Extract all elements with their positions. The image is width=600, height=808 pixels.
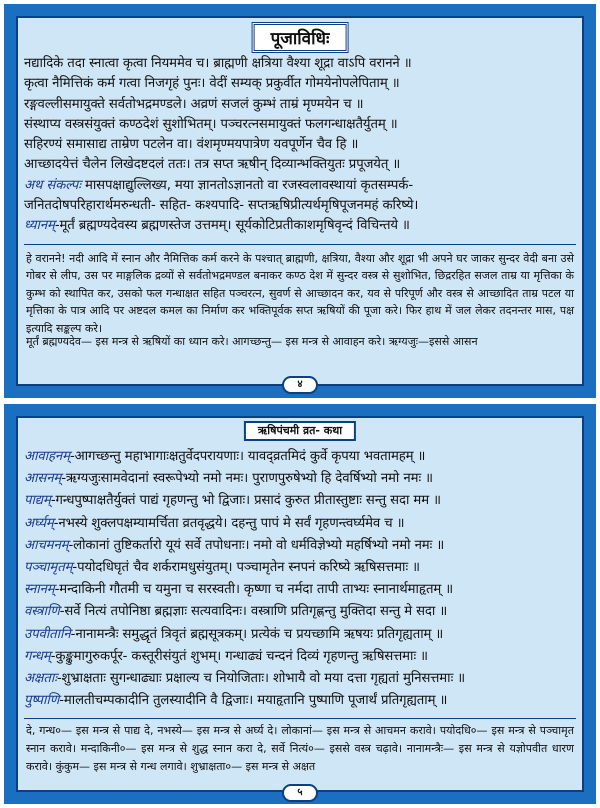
dhyan-line: ध्यानम्-मूर्तं ब्रह्मण्यदेवस्य ब्रह्मणस्तेज उत्तमम्। सूर्यकोटिप्रतीकाशमृषिवृन्दं विचिन्तये ॥ bbox=[24, 218, 410, 234]
verse-block bbox=[24, 446, 576, 712]
verse-line: पञ्चामृतम्-पयोदधिघृतं चैव शर्करामधुसंयुतम्। पञ्चामृतेन स्नपनं करिष्ये ऋषिसत्तमाः ॥ bbox=[24, 560, 420, 576]
verse-label: पुष्पाणि bbox=[24, 693, 60, 709]
mantra-note: मूर्तं ब्रह्मण्यदेव— इस मन्त्र से ऋषियों का ध्यान करे। आगच्छन्तु— इस मन्त्र से आवाहन करे। ऋग्यजुः—इससे आसन bbox=[26, 335, 478, 348]
verse-text: मालतीचम्पकादीनि तुलस्यादीनि वै द्विजाः। मयाहृतानि पुष्पाणि पूजार्थं प्रतिगृह्यताम् ॥ bbox=[63, 693, 448, 709]
verse-label: वस्त्राणि bbox=[24, 604, 60, 620]
page-top-frame bbox=[16, 16, 584, 386]
verse-line: आच्छादयेत्तं चैलेन लिखेदष्टदलं ततः। तत्र सप्त ऋषीन् दिव्यान्भक्तियुतः प्रपूजयेत् ॥ bbox=[24, 157, 401, 173]
verse-text: शुभ्राक्षताः सुगन्धाढ्याः प्रक्षाल्य च नियोजिताः। शोभायै वो मया दत्ता गृह्यतां मुनिसत्तमाः ॥ bbox=[61, 671, 466, 687]
verse-label: स्नानम् bbox=[24, 582, 55, 598]
verse-line: रङ्गवल्लीसमायुक्ते सर्वतोभद्रमण्डले। अव्रणं सजलं कुम्भं ताम्रं मृण्मयेन च ॥ bbox=[24, 96, 364, 112]
verse-label: उपवीतानि bbox=[24, 626, 71, 642]
verse-text: लोकानां तुष्टिकर्तारो यूयं सर्वे तपोधनाः। नमो वो धर्मविज्ञेभ्यो महर्षिभ्यो नमो नमः ॥ bbox=[73, 537, 445, 553]
page-title: पूजाविधिः bbox=[252, 22, 349, 53]
verse-line: पुष्पाणि-मालतीचम्पकादीनि तुलस्यादीनि वै द्विजाः। मयाहृतानि पुष्पाणि पूजार्थं प्रतिगृह्यताम् ॥ bbox=[24, 693, 448, 709]
verse-text: कुङ्कुमागुरुकर्पूर- कस्तूरीसंयुतं शुभम्। गन्धाढ्यं चन्दनं दिव्यं गृहणन्तु ऋषिसत्तमाः ॥ bbox=[55, 648, 428, 664]
verse-line: गन्धम्-कुङ्कुमागुरुकर्पूर- कस्तूरीसंयुतं शुभम्। गन्धाढ्यं चन्दनं दिव्यं गृहणन्तु ऋषिसत्तमाः ॥ bbox=[24, 648, 428, 664]
verse-line: नद्यादिके तदा स्नात्वा कृत्वा नियममेव च। ब्राह्मणी क्षत्रिया वैश्या शूद्रा वाऽपि वरानने ॥ bbox=[24, 56, 412, 71]
sankalp-label: अथ संकल्पः bbox=[24, 177, 81, 193]
sankalp-text: मासपक्षाद्युल्लिख्य, मया ज्ञानतोऽज्ञानतो वा रजस्वलावस्थायां कृतसम्पर्क- bbox=[84, 177, 413, 193]
verse-text: पयोदधिघृतं चैव शर्करामधुसंयुतम्। पञ्चामृतेन स्नपनं करिष्ये ऋषिसत्तमाः ॥ bbox=[77, 560, 420, 576]
verse-line: आवाहनम्-आगच्छन्तु महाभागाःक्षतुर्वेदपरायणाः। यावद्व्रतमिदं कुर्वे कृपया भवतामहम् ॥ bbox=[24, 449, 426, 464]
verse-line: संस्थाप्य वस्त्रसंयुक्तं कण्ठदेशं सुशोभितम्। पञ्चरत्नसमायुक्तं फलगन्धाक्षतैर्युतम् ॥ bbox=[24, 116, 398, 132]
verse-line: कृत्वा नैमित्तिकं कर्म गत्वा निजगृहं पुनः। वेदीं सम्यक् प्रकुर्वीत गोमयेनोपलेपिताम् ॥ bbox=[24, 76, 400, 92]
hindi-explanation: हे वरानने! नदी आदि में स्नान और नैमित्तिक कर्म करने के पश्चात् ब्राह्मणी, क्षत्रिया, वैश्या और शूद्रा भी अपने घर जाकर सुन्दर वेदी बना उसे गोबर से लीप, उस पर माङ्गलिक द्रव्यों से सर्वतोभद्रमण्डल बनाकर कण्ठ देश में सुन्दर वस्त्र से सुशोभित, छिद्ररहित सजल ताम्र या मृत्तिका के कुम्भ को स्थापित कर, उसको फल गन्धाक्षत सहित पञ्चरत्न, सुवर्ण से आच्छादन कर, यव से परिपूर्ण और वस्त्र से आच्छादित ताम्र पटल या मृत्तिका के पात्र आदि पर अष्टदल कमल का निर्माण कर भक्तिपूर्वक सप्त ऋषियों की पूजा करे। फिर हाथ में जल लेकर तदनन्तर मास, पक्ष इत्यादि सङ्कल्प करे। bbox=[26, 252, 574, 335]
verse-text: नभस्ये शुक्लपक्षम्यामर्चिता व्रतवृद्धये। दहन्तु पापं मे सर्वं गृहणन्त्वर्घ्यमेव च ॥ bbox=[58, 515, 405, 531]
verse-label: पाद्यम् bbox=[24, 493, 51, 509]
verse-text: सर्वे नित्यं तपोनिष्ठा ब्रह्मज्ञाः सत्यवादिनः। वस्त्राणि प्रतिगृह्णन्तु मुक्तिदा सन्तु मे सदा ॥ bbox=[64, 604, 448, 620]
page-top bbox=[4, 4, 596, 398]
page-header: ऋषिपंचमी व्रत- कथा bbox=[244, 421, 356, 441]
verse-block bbox=[24, 54, 576, 237]
sankalp-line bbox=[24, 176, 576, 196]
verse-line: सहिरण्यं समासाद्य ताम्रेण पटलेन वा। वंशमृण्मयपात्रेण यवपूर्णेन चैव हि ॥ bbox=[24, 137, 359, 153]
verse-line: अक्षताः-शुभ्राक्षताः सुगन्धाढ्याः प्रक्षाल्य च नियोजिताः। शोभायै वो मया दत्ता गृह्यतां मुनिसत्तमाः ॥ bbox=[24, 671, 466, 687]
verse-text: नानामन्त्रैः समुद्धृतं त्रिवृतं ब्रह्मसूत्रकम्। प्रत्येकं च प्रयच्छामि ऋषयः प्रतिगृह्यताम् ॥ bbox=[75, 626, 444, 642]
dhyan-text: मूर्तं ब्रह्मण्यदेवस्य ब्रह्मणस्तेज उत्तमम्। सूर्यकोटिप्रतीकाशमृषिवृन्दं विचिन्तये ॥ bbox=[59, 218, 410, 234]
verse-text: मन्दाकिनी गौतमी च यमुना च सरस्वती। कृष्णा च नर्मदा तापी ताभ्यः स्नानार्थमाहृतम् ॥ bbox=[59, 582, 454, 598]
divider bbox=[24, 718, 576, 719]
divider bbox=[24, 244, 576, 245]
page-bottom-frame bbox=[16, 416, 584, 792]
verse-label: अक्षताः bbox=[24, 671, 57, 687]
dhyan-label: ध्यानम् bbox=[24, 218, 55, 234]
page-bottom bbox=[4, 404, 596, 804]
verse-line: उपवीतानि-नानामन्त्रैः समुद्धृतं त्रिवृतं ब्रह्मसूत्रकम्। प्रत्येकं च प्रयच्छामि ऋषयः प्रतिगृह्यताम् ॥ bbox=[24, 626, 444, 642]
verse-text: आगच्छन्तु महाभागाःक्षतुर्वेदपरायणाः। यावद्व्रतमिदं कुर्वे कृपया भवतामहम् ॥ bbox=[74, 449, 426, 464]
verse-line: आसनम्-ऋग्यजुःसामवेदानां स्वरूपेभ्यो नमो नमः। पुराणपुरुषेभ्यो हि देवर्षिभ्यो नमो नमः ॥ bbox=[24, 471, 433, 487]
verse-text: गन्धपुष्पाक्षतैर्युक्तं पाद्यं गृहणन्तु भो द्विजाः। प्रसादं कुरुत प्रीतास्तुष्टाः सन्तु सदा मम ॥ bbox=[55, 493, 441, 509]
verse-label: अर्घ्यम् bbox=[24, 515, 54, 531]
verse-line: पाद्यम्-गन्धपुष्पाक्षतैर्युक्तं पाद्यं गृहणन्तु भो द्विजाः। प्रसादं कुरुत प्रीतास्तुष्टाः सन्तु सदा मम ॥ bbox=[24, 493, 441, 509]
page-number: ४ bbox=[282, 376, 318, 394]
verse-line: स्नानम्-मन्दाकिनी गौतमी च यमुना च सरस्वती। कृष्णा च नर्मदा तापी ताभ्यः स्नानार्थमाहृतम् ॥ bbox=[24, 582, 454, 598]
verse-label: पञ्चामृतम् bbox=[24, 560, 73, 576]
verse-label: आसनम् bbox=[24, 471, 62, 487]
hindi-explanation: दे, गन्ध०— इस मन्त्र से पाद्य दे, नभस्ये— इस मन्त्र से अर्घ्य दे। लोकानां— इस मन्त्र से आचमन करावे। पयोदधि०— इस मन्त्र से पञ्चामृत स्नान करावे। मन्दाकिनी०— इस मन्त्र से शुद्ध स्नान करा दे, सर्वे नित्यं०— इससे वस्त्र चढ़ावे। नानामन्त्रैः— इस मन्त्र से यज्ञोपवीत धारण करावे। कुंकुम— इस मन्त्र से गन्ध लगावे। शुभ्राक्षता०— इस मन्त्र से अक्षत bbox=[26, 724, 574, 773]
verse-label: आवाहनम् bbox=[24, 449, 70, 464]
verse-line: आचमनम्-लोकानां तुष्टिकर्तारो यूयं सर्वे तपोधनाः। नमो वो धर्मविज्ञेभ्यो महर्षिभ्यो नमो नमः ॥ bbox=[24, 537, 445, 553]
verse-text: ऋग्यजुःसामवेदानां स्वरूपेभ्यो नमो नमः। पुराणपुरुषेभ्यो हि देवर्षिभ्यो नमो नमः ॥ bbox=[65, 471, 433, 487]
verse-line: अर्घ्यम्-नभस्ये शुक्लपक्षम्यामर्चिता व्रतवृद्धये। दहन्तु पापं मे सर्वं गृहणन्त्वर्घ्यमेव च ॥ bbox=[24, 515, 405, 531]
page-number: ५ bbox=[282, 784, 318, 802]
sankalp-line-2: जनितदोषपरिहारार्थमरुन्धती- सहित- कश्यपादि- सप्तऋषिप्रीत्यर्थमृषिपूजनमहं करिष्ये। bbox=[24, 198, 419, 214]
verse-label: आचमनम् bbox=[24, 537, 69, 553]
verse-line: वस्त्राणि-सर्वे नित्यं तपोनिष्ठा ब्रह्मज्ञाः सत्यवादिनः। वस्त्राणि प्रतिगृह्णन्तु मुक्तिदा सन्तु मे सदा ॥ bbox=[24, 604, 448, 620]
verse-label: गन्धम् bbox=[24, 648, 51, 664]
